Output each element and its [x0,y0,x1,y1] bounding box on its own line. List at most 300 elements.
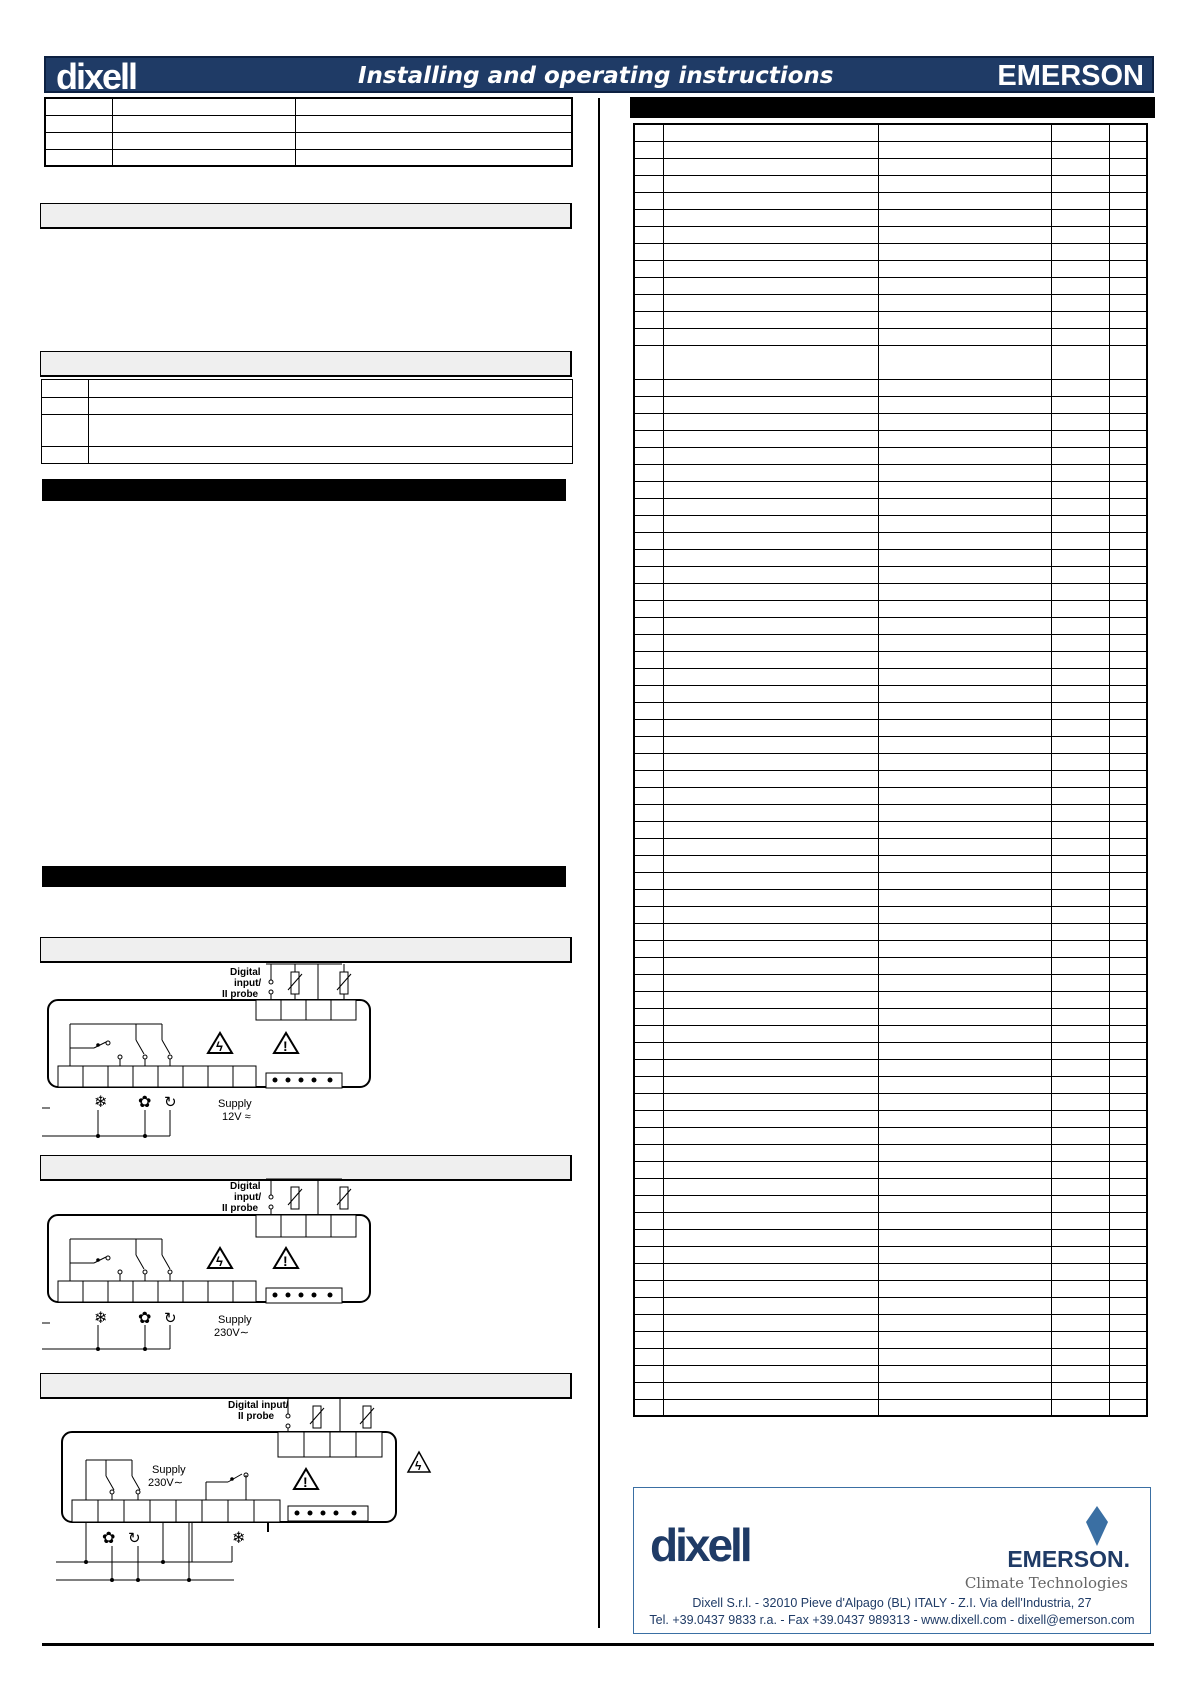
table-cell [1052,1348,1110,1365]
table-cell [1052,1331,1110,1348]
table-cell [664,1331,879,1348]
table-cell [1110,311,1148,328]
table-cell [664,583,879,600]
table-cell [1110,736,1148,753]
table-cell [634,413,664,430]
table-cell [879,226,1052,243]
table-cell [664,141,879,158]
table-cell [1052,685,1110,702]
table-row [634,1331,1147,1348]
table-cell [1110,175,1148,192]
table-cell [634,1093,664,1110]
emerson-logo: EMERSON. [1007,1546,1130,1572]
table-cell [634,447,664,464]
table-row [634,957,1147,974]
table-cell [879,1382,1052,1399]
company-footer [633,1487,1151,1634]
table-cell [1052,600,1110,617]
snowflake-icon: ❄ [94,1094,108,1111]
table-cell [1052,379,1110,396]
table-cell [664,855,879,872]
table-cell [879,311,1052,328]
table-row [634,209,1147,226]
diagram-input-label: II probe [222,1203,259,1214]
table-cell [879,413,1052,430]
table-cell [879,1093,1052,1110]
table-row [634,1212,1147,1229]
table-cell [1052,1178,1110,1195]
table-cell [664,889,879,906]
table-cell [664,1297,879,1314]
table-cell [1052,1161,1110,1178]
table-cell [1052,753,1110,770]
top-left-table [44,97,573,167]
table-cell [1052,583,1110,600]
table-cell [1052,991,1110,1008]
table-row [634,1263,1147,1280]
table-cell [1110,226,1148,243]
table-cell [1110,838,1148,855]
table-cell [1052,651,1110,668]
table-cell [634,1212,664,1229]
table-cell [1110,685,1148,702]
table-cell [1110,1314,1148,1331]
table-cell [1110,634,1148,651]
table-cell [1110,719,1148,736]
table-cell [634,974,664,991]
table-row [634,260,1147,277]
table-row [634,770,1147,787]
table-cell [634,311,664,328]
table-cell [879,872,1052,889]
table-row [634,1314,1147,1331]
table-cell [664,481,879,498]
table-cell [1110,1229,1148,1246]
dixell-logo: dixell [650,1519,750,1571]
table-cell [664,600,879,617]
table-row [634,923,1147,940]
diagram-input-label: Digital input/ [228,1400,289,1411]
table-cell [879,464,1052,481]
table-cell [634,634,664,651]
table-cell [1052,872,1110,889]
table-row [634,515,1147,532]
table-cell [1110,804,1148,821]
table-cell [664,464,879,481]
table-cell [634,719,664,736]
table-row [634,1059,1147,1076]
section-header-black [42,479,566,501]
table-cell [634,787,664,804]
table-cell [1110,787,1148,804]
table-cell [1052,260,1110,277]
table-row [634,1382,1147,1399]
table-row [634,821,1147,838]
emerson-logo: EMERSON [997,60,1144,92]
table-cell [879,838,1052,855]
table-cell [1110,192,1148,209]
table-cell [1110,498,1148,515]
table-cell [664,923,879,940]
table-row [634,940,1147,957]
table-cell [664,1399,879,1416]
table-cell [634,770,664,787]
parameter-table [633,123,1148,1417]
table-cell [634,1263,664,1280]
table-cell [664,906,879,923]
table-cell [664,1144,879,1161]
table-row [634,974,1147,991]
table-row [634,702,1147,719]
table-cell [1052,413,1110,430]
table-cell [664,396,879,413]
table-cell [1052,396,1110,413]
table-cell [1052,1195,1110,1212]
company-address: Dixell S.r.l. - 32010 Pieve d'Alpago (BL) ITALY - Z.I. Via dell'Industria, 27 [692,1596,1092,1610]
table-cell [1052,430,1110,447]
table-cell [879,566,1052,583]
table-cell [1110,481,1148,498]
table-cell [664,413,879,430]
table-cell [1110,566,1148,583]
table-cell [879,1399,1052,1416]
table-row [634,532,1147,549]
table-cell [1110,243,1148,260]
table-cell [664,1042,879,1059]
table-cell [1110,413,1148,430]
table-cell [664,1246,879,1263]
table-cell [1110,651,1148,668]
table-cell [634,124,664,141]
table-cell [1110,583,1148,600]
table-cell [664,651,879,668]
table-row [634,1195,1147,1212]
recycle-icon: ↻ [164,1310,177,1327]
supply-value: 230V∼ [148,1477,183,1489]
table-row [634,600,1147,617]
svg-text:!: ! [303,1474,308,1490]
table-cell [664,787,879,804]
table-cell [1110,1110,1148,1127]
table-cell [1052,209,1110,226]
table-cell [879,498,1052,515]
table-cell [634,1331,664,1348]
table-cell [1110,294,1148,311]
table-row [634,804,1147,821]
table-cell [634,957,664,974]
table-cell [664,770,879,787]
table-cell [664,1365,879,1382]
page-title: Installing and operating instructions [358,63,834,89]
table-cell [1110,430,1148,447]
table-cell [1052,1297,1110,1314]
left-mid-table [41,379,573,464]
table-row [634,379,1147,396]
table-cell [634,753,664,770]
table-cell [1110,1008,1148,1025]
table-cell [664,158,879,175]
table-row [634,549,1147,566]
table-cell [664,498,879,515]
table-cell [1110,141,1148,158]
table-cell [1052,1314,1110,1331]
table-cell [1110,124,1148,141]
table-row [634,396,1147,413]
table-cell [1052,549,1110,566]
wiring-diagram-230v [42,1177,382,1362]
table-cell [664,1212,879,1229]
table-cell [1052,328,1110,345]
section-header-bar [40,203,572,229]
table-row [634,1008,1147,1025]
table-cell [1052,889,1110,906]
parameter-table-header [630,97,1155,118]
table-row [634,991,1147,1008]
table-cell [1052,464,1110,481]
table-row [634,1025,1147,1042]
table-cell [879,991,1052,1008]
table-cell [1052,1365,1110,1382]
table-cell [1052,158,1110,175]
table-row [634,413,1147,430]
table-cell [664,1280,879,1297]
table-cell [1110,1042,1148,1059]
table-cell [879,685,1052,702]
table-row [634,1144,1147,1161]
table-cell [634,1144,664,1161]
table-cell [879,617,1052,634]
table-cell [1052,855,1110,872]
table-cell [634,532,664,549]
table-cell [1052,1042,1110,1059]
table-cell [664,226,879,243]
table-cell [1110,770,1148,787]
table-row [634,583,1147,600]
table-row [634,345,1147,379]
table-cell [1052,294,1110,311]
table-row [634,566,1147,583]
table-cell [634,1229,664,1246]
wiring-diagram-12v [42,960,382,1145]
table-row [634,668,1147,685]
table-cell [664,124,879,141]
table-cell [879,294,1052,311]
table-cell [664,209,879,226]
table-cell [879,1110,1052,1127]
table-cell [1052,345,1110,379]
table-cell [879,1059,1052,1076]
supply-label: Supply [218,1314,252,1326]
table-cell [664,1025,879,1042]
table-cell [1052,1263,1110,1280]
table-cell [664,991,879,1008]
table-cell [1052,1382,1110,1399]
table-row [634,906,1147,923]
table-cell [879,1042,1052,1059]
table-cell [664,736,879,753]
table-cell [1052,447,1110,464]
table-row [634,294,1147,311]
table-cell [634,600,664,617]
table-cell [634,923,664,940]
table-cell [879,1008,1052,1025]
fan-icon: ✿ [138,1310,152,1327]
fan-icon: ✿ [102,1530,116,1547]
table-cell [634,158,664,175]
table-cell [634,294,664,311]
table-cell [664,753,879,770]
table-cell [634,464,664,481]
table-cell [664,1008,879,1025]
table-cell [664,430,879,447]
table-cell [1052,1008,1110,1025]
table-cell [1110,549,1148,566]
table-cell [1052,141,1110,158]
table-cell [879,243,1052,260]
table-cell [1052,1025,1110,1042]
table-cell [1110,1365,1148,1382]
table-cell [1110,1297,1148,1314]
table-cell [634,838,664,855]
table-cell [664,1110,879,1127]
table-cell [1052,498,1110,515]
table-row [634,1280,1147,1297]
table-cell [1052,1399,1110,1416]
table-cell [634,617,664,634]
column-divider [598,98,600,1628]
supply-label: Supply [218,1098,252,1110]
table-cell [634,498,664,515]
table-cell [1052,481,1110,498]
table-cell [879,1365,1052,1382]
table-row [634,243,1147,260]
table-cell [1052,923,1110,940]
table-cell [1110,1127,1148,1144]
table-cell [1110,1195,1148,1212]
table-row [634,141,1147,158]
table-cell [879,1178,1052,1195]
table-row [634,311,1147,328]
table-cell [879,158,1052,175]
table-row [634,617,1147,634]
table-cell [1110,464,1148,481]
table-row [634,787,1147,804]
table-cell [664,821,879,838]
emerson-subbrand: Climate Technologies [964,1574,1128,1592]
table-cell [1052,1280,1110,1297]
table-cell [664,243,879,260]
table-cell [1052,515,1110,532]
table-cell [1052,736,1110,753]
table-cell [1052,1212,1110,1229]
table-cell [879,515,1052,532]
table-cell [1052,804,1110,821]
table-cell [1052,770,1110,787]
table-cell [1052,940,1110,957]
table-cell [634,1127,664,1144]
table-cell [634,481,664,498]
table-cell [634,685,664,702]
table-cell [1110,1076,1148,1093]
table-cell [1110,1025,1148,1042]
table-row [634,124,1147,141]
table-cell [664,838,879,855]
table-cell [879,447,1052,464]
table-cell [634,1382,664,1399]
table-cell [879,1144,1052,1161]
table-cell [664,872,879,889]
table-cell [1052,906,1110,923]
table-cell [879,787,1052,804]
table-cell [634,1297,664,1314]
table-cell [879,957,1052,974]
table-cell [879,634,1052,651]
table-row [634,277,1147,294]
table-cell [664,311,879,328]
table-cell [879,1348,1052,1365]
table-cell [1110,1212,1148,1229]
table-cell [634,1399,664,1416]
table-cell [1052,277,1110,294]
table-cell [879,175,1052,192]
table-row [634,855,1147,872]
table-cell [1052,617,1110,634]
table-cell [1052,838,1110,855]
table-cell [1110,277,1148,294]
table-cell [664,277,879,294]
table-cell [634,821,664,838]
table-cell [634,396,664,413]
table-cell [634,1280,664,1297]
table-cell [1052,532,1110,549]
table-row [634,1365,1147,1382]
table-row [634,1042,1147,1059]
table-cell [634,1246,664,1263]
table-cell [664,804,879,821]
table-cell [879,1280,1052,1297]
table-cell [634,226,664,243]
table-cell [634,430,664,447]
table-cell [1110,328,1148,345]
table-row [634,1178,1147,1195]
table-cell [1110,1382,1148,1399]
table-row [634,1093,1147,1110]
dixell-logo: dixell [56,56,137,97]
table-cell [664,1348,879,1365]
table-cell [879,396,1052,413]
table-cell [1110,1348,1148,1365]
table-row [634,889,1147,906]
table-cell [1110,1280,1148,1297]
table-cell [879,600,1052,617]
supply-value: 230V∼ [214,1327,249,1339]
table-cell [634,1110,664,1127]
table-cell [879,1297,1052,1314]
table-cell [634,1008,664,1025]
table-cell [634,736,664,753]
bottom-rule [42,1643,1154,1646]
table-cell [1110,1144,1148,1161]
table-row [634,430,1147,447]
table-row [634,1127,1147,1144]
diagram-input-label: II probe [222,989,259,1000]
snowflake-icon: ❄ [94,1310,108,1327]
table-cell [664,974,879,991]
table-cell [1052,1110,1110,1127]
table-cell [664,192,879,209]
table-cell [634,566,664,583]
table-cell [634,1178,664,1195]
